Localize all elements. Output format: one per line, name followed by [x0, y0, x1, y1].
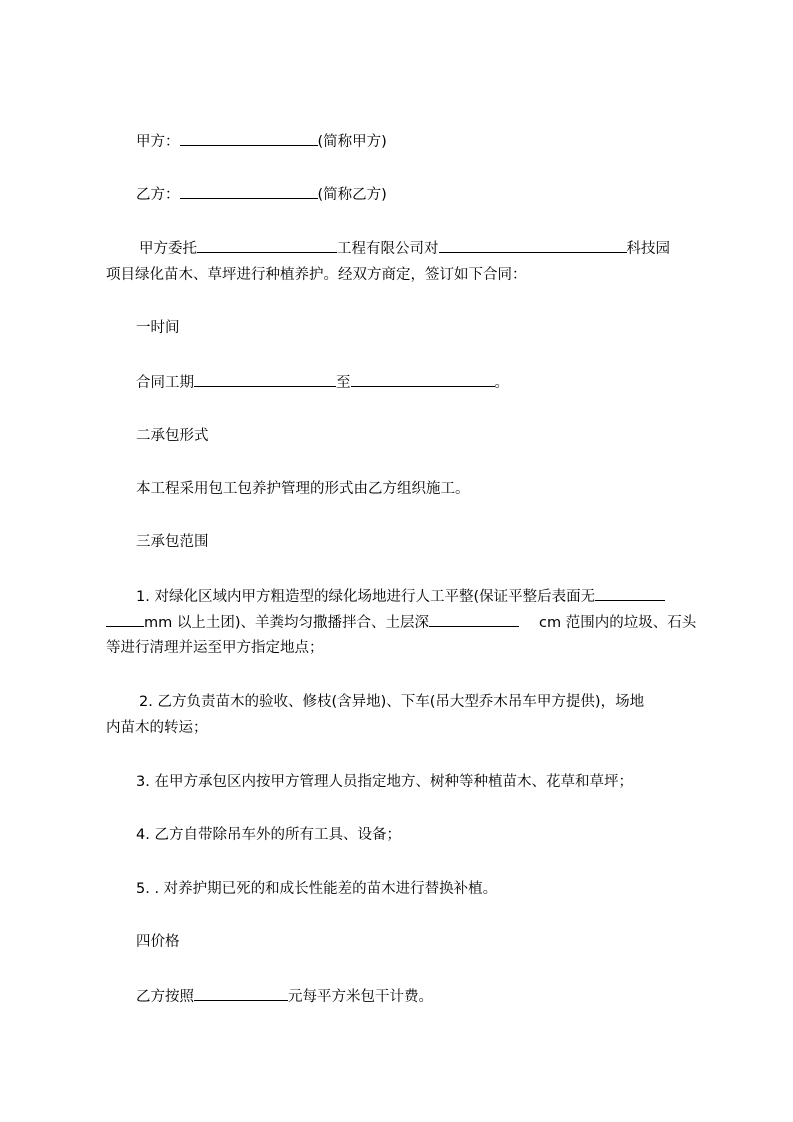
section-2-heading: 二承包形式 [136, 428, 209, 444]
section-4-heading: 四价格 [136, 934, 180, 950]
item-4: 4. 乙方自带除吊车外的所有工具、设备； [136, 827, 401, 843]
item-1-line-1: 1. 对绿化区域内甲方粗造型的绿化场地进行人工平整(保证平整后表面无 [136, 586, 665, 607]
end-date-blank [351, 372, 495, 387]
item-2-line-2: 内苗木的转运； [106, 720, 208, 736]
start-date-blank [194, 372, 336, 387]
item-3: 3. 在甲方承包区内按甲方管理人员指定地方、树种等种植苗木、花草和草坪； [136, 774, 633, 790]
lump-size-blank-b [106, 612, 144, 627]
party-a-blank [180, 131, 318, 146]
party-b-line: 乙方： (简称乙方) [136, 184, 387, 205]
lump-size-blank-a [595, 586, 665, 601]
unit-price-blank [194, 986, 288, 1001]
item-5: 5. . 对养护期已死的和成长性能差的苗木进行替换补植。 [136, 881, 498, 897]
item-2-line-1: 2. 乙方负责苗木的验收、修枝(含异地)、下车(吊大型乔木吊车甲方提供)，场地 [139, 694, 645, 710]
section-2-body: 本工程采用包工包养护管理的形式由乙方组织施工。 [136, 481, 470, 497]
contract-term-line: 合同工期 至 。 [136, 372, 509, 393]
party-b-blank [180, 184, 318, 199]
soil-depth-blank [429, 612, 519, 627]
commissioner-blank [197, 238, 337, 253]
section-1-heading: 一时间 [136, 320, 180, 336]
intro-line-2: 项目绿化苗木、草坪进行种植养护。经双方商定，签订如下合同： [106, 267, 527, 283]
price-line: 乙方按照 元每平方米包干计费。 [136, 986, 433, 1007]
item-1-line-3: 等进行清理并运至甲方指定地点； [106, 640, 324, 656]
section-3-heading: 三承包范围 [136, 534, 209, 550]
park-name-blank [439, 238, 627, 253]
intro-line-1: 甲方委托 工程有限公司对 科技园 [139, 238, 670, 259]
item-1-line-2: mm 以上土团)、羊粪均匀撒播拌合、土层深 cm 范围内的垃圾、石头 [106, 612, 696, 633]
party-a-line: 甲方： (简称甲方) [136, 131, 387, 152]
